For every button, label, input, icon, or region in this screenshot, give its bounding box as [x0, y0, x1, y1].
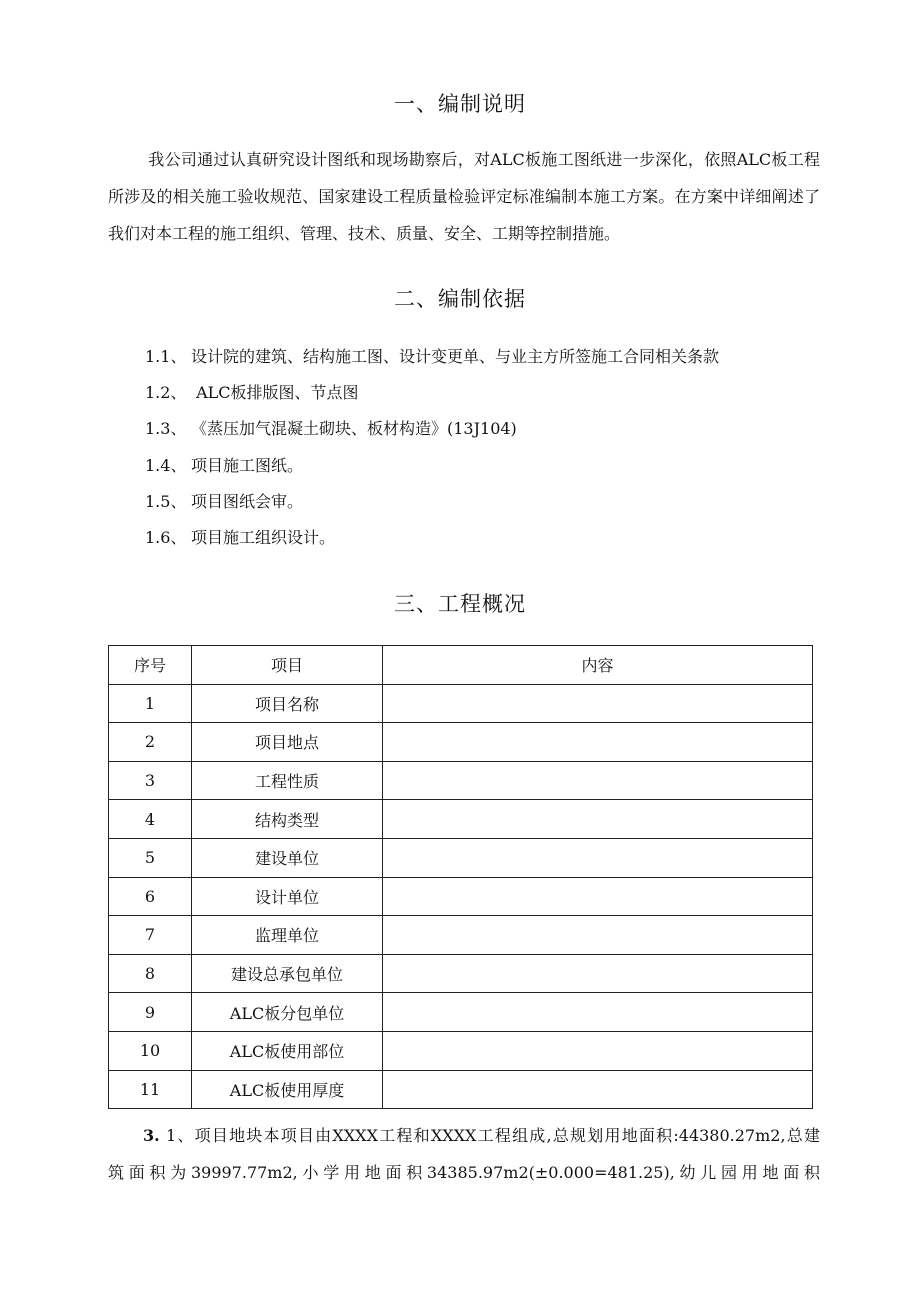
row-item: 设计单位 — [192, 877, 383, 916]
row-item: ALC板使用厚度 — [192, 1070, 383, 1109]
row-item: 建设总承包单位 — [192, 954, 383, 993]
section3-paragraph-line2: 筑面积为39997.77m2,小学用地面积34385.97m2(±0.000=481.25),幼儿园用地面积 — [108, 1163, 820, 1182]
row-content — [383, 1070, 813, 1109]
row-serial: 11 — [109, 1070, 192, 1109]
row-serial: 2 — [109, 723, 192, 762]
row-serial: 3 — [109, 761, 192, 800]
row-content — [383, 800, 813, 839]
row-content — [383, 684, 813, 723]
row-serial: 9 — [109, 993, 192, 1032]
section3-paragraph-line1-text: 1、项目地块本项目由XXXX工程和XXXX工程组成,总规划用地面积:44380.27m2,总建 — [159, 1126, 820, 1145]
table-row — [109, 838, 813, 877]
basis-item — [145, 346, 719, 368]
section1-paragraph-text: 我公司通过认真研究设计图纸和现场勘察后，对ALC板施工图纸进一步深化，依照ALC板工程所涉及的相关施工验收规范、国家建设工程质量检验评定标准编制本施工方案。在方案中详细阐述了我们对本工程的施工组织、管理、技术、质量、安全、工期等控制措施。 — [108, 150, 820, 243]
table-row — [109, 1070, 813, 1109]
row-item: 项目名称 — [192, 684, 383, 723]
row-item: 工程性质 — [192, 761, 383, 800]
section3-paragraph-line1 — [108, 1117, 820, 1154]
basis-item-text: 项目施工图纸。 — [191, 456, 304, 475]
section2-heading: 二、编制依据 — [394, 287, 526, 311]
row-serial: 1 — [109, 684, 192, 723]
basis-item — [145, 382, 359, 404]
basis-item — [145, 491, 303, 513]
table-header-row — [109, 646, 813, 685]
section1-heading: 一、编制说明 — [394, 92, 526, 116]
row-serial: 5 — [109, 838, 192, 877]
basis-item-number: 1.5、 — [145, 492, 187, 511]
basis-item — [145, 418, 517, 440]
section3-heading: 三、工程概况 — [394, 592, 526, 616]
basis-item-text: 设计院的建筑、结构施工图、设计变更单、与业主方所签施工合同相关条款 — [191, 347, 720, 366]
basis-item-number: 1.3、 — [145, 419, 187, 438]
header-item: 项目 — [192, 646, 383, 685]
row-content — [383, 877, 813, 916]
row-content — [383, 993, 813, 1032]
basis-item-text: ALC板排版图、节点图 — [191, 383, 359, 402]
row-content — [383, 838, 813, 877]
basis-item — [145, 527, 335, 549]
basis-item-text: 项目图纸会审。 — [191, 492, 304, 511]
table-row — [109, 684, 813, 723]
table-row — [109, 761, 813, 800]
paragraph-number: 3. — [143, 1126, 160, 1145]
row-item: ALC板分包单位 — [192, 993, 383, 1032]
row-content — [383, 1031, 813, 1070]
table-row — [109, 877, 813, 916]
row-serial: 4 — [109, 800, 192, 839]
row-serial: 8 — [109, 954, 192, 993]
section1-paragraph — [108, 141, 820, 252]
row-item: 监理单位 — [192, 916, 383, 955]
table-row — [109, 954, 813, 993]
row-content — [383, 761, 813, 800]
project-overview-table — [108, 645, 813, 1109]
table-row — [109, 723, 813, 762]
row-content — [383, 954, 813, 993]
basis-item-number: 1.2、 — [145, 383, 187, 402]
basis-item-number: 1.6、 — [145, 528, 187, 547]
row-content — [383, 916, 813, 955]
basis-item — [145, 455, 303, 477]
header-serial: 序号 — [109, 646, 192, 685]
table-row — [109, 916, 813, 955]
basis-item-text: 项目施工组织设计。 — [191, 528, 336, 547]
basis-item-text: 《蒸压加气混凝土砌块、板材构造》(13J104) — [191, 419, 517, 438]
table-row — [109, 1031, 813, 1070]
row-item: 建设单位 — [192, 838, 383, 877]
row-serial: 6 — [109, 877, 192, 916]
header-content: 内容 — [383, 646, 813, 685]
row-content — [383, 723, 813, 762]
row-item: 项目地点 — [192, 723, 383, 762]
row-serial: 7 — [109, 916, 192, 955]
row-serial: 10 — [109, 1031, 192, 1070]
table-row — [109, 800, 813, 839]
basis-item-number: 1.1、 — [145, 347, 187, 366]
row-item: ALC板使用部位 — [192, 1031, 383, 1070]
basis-item-number: 1.4、 — [145, 456, 187, 475]
table-row — [109, 993, 813, 1032]
row-item: 结构类型 — [192, 800, 383, 839]
